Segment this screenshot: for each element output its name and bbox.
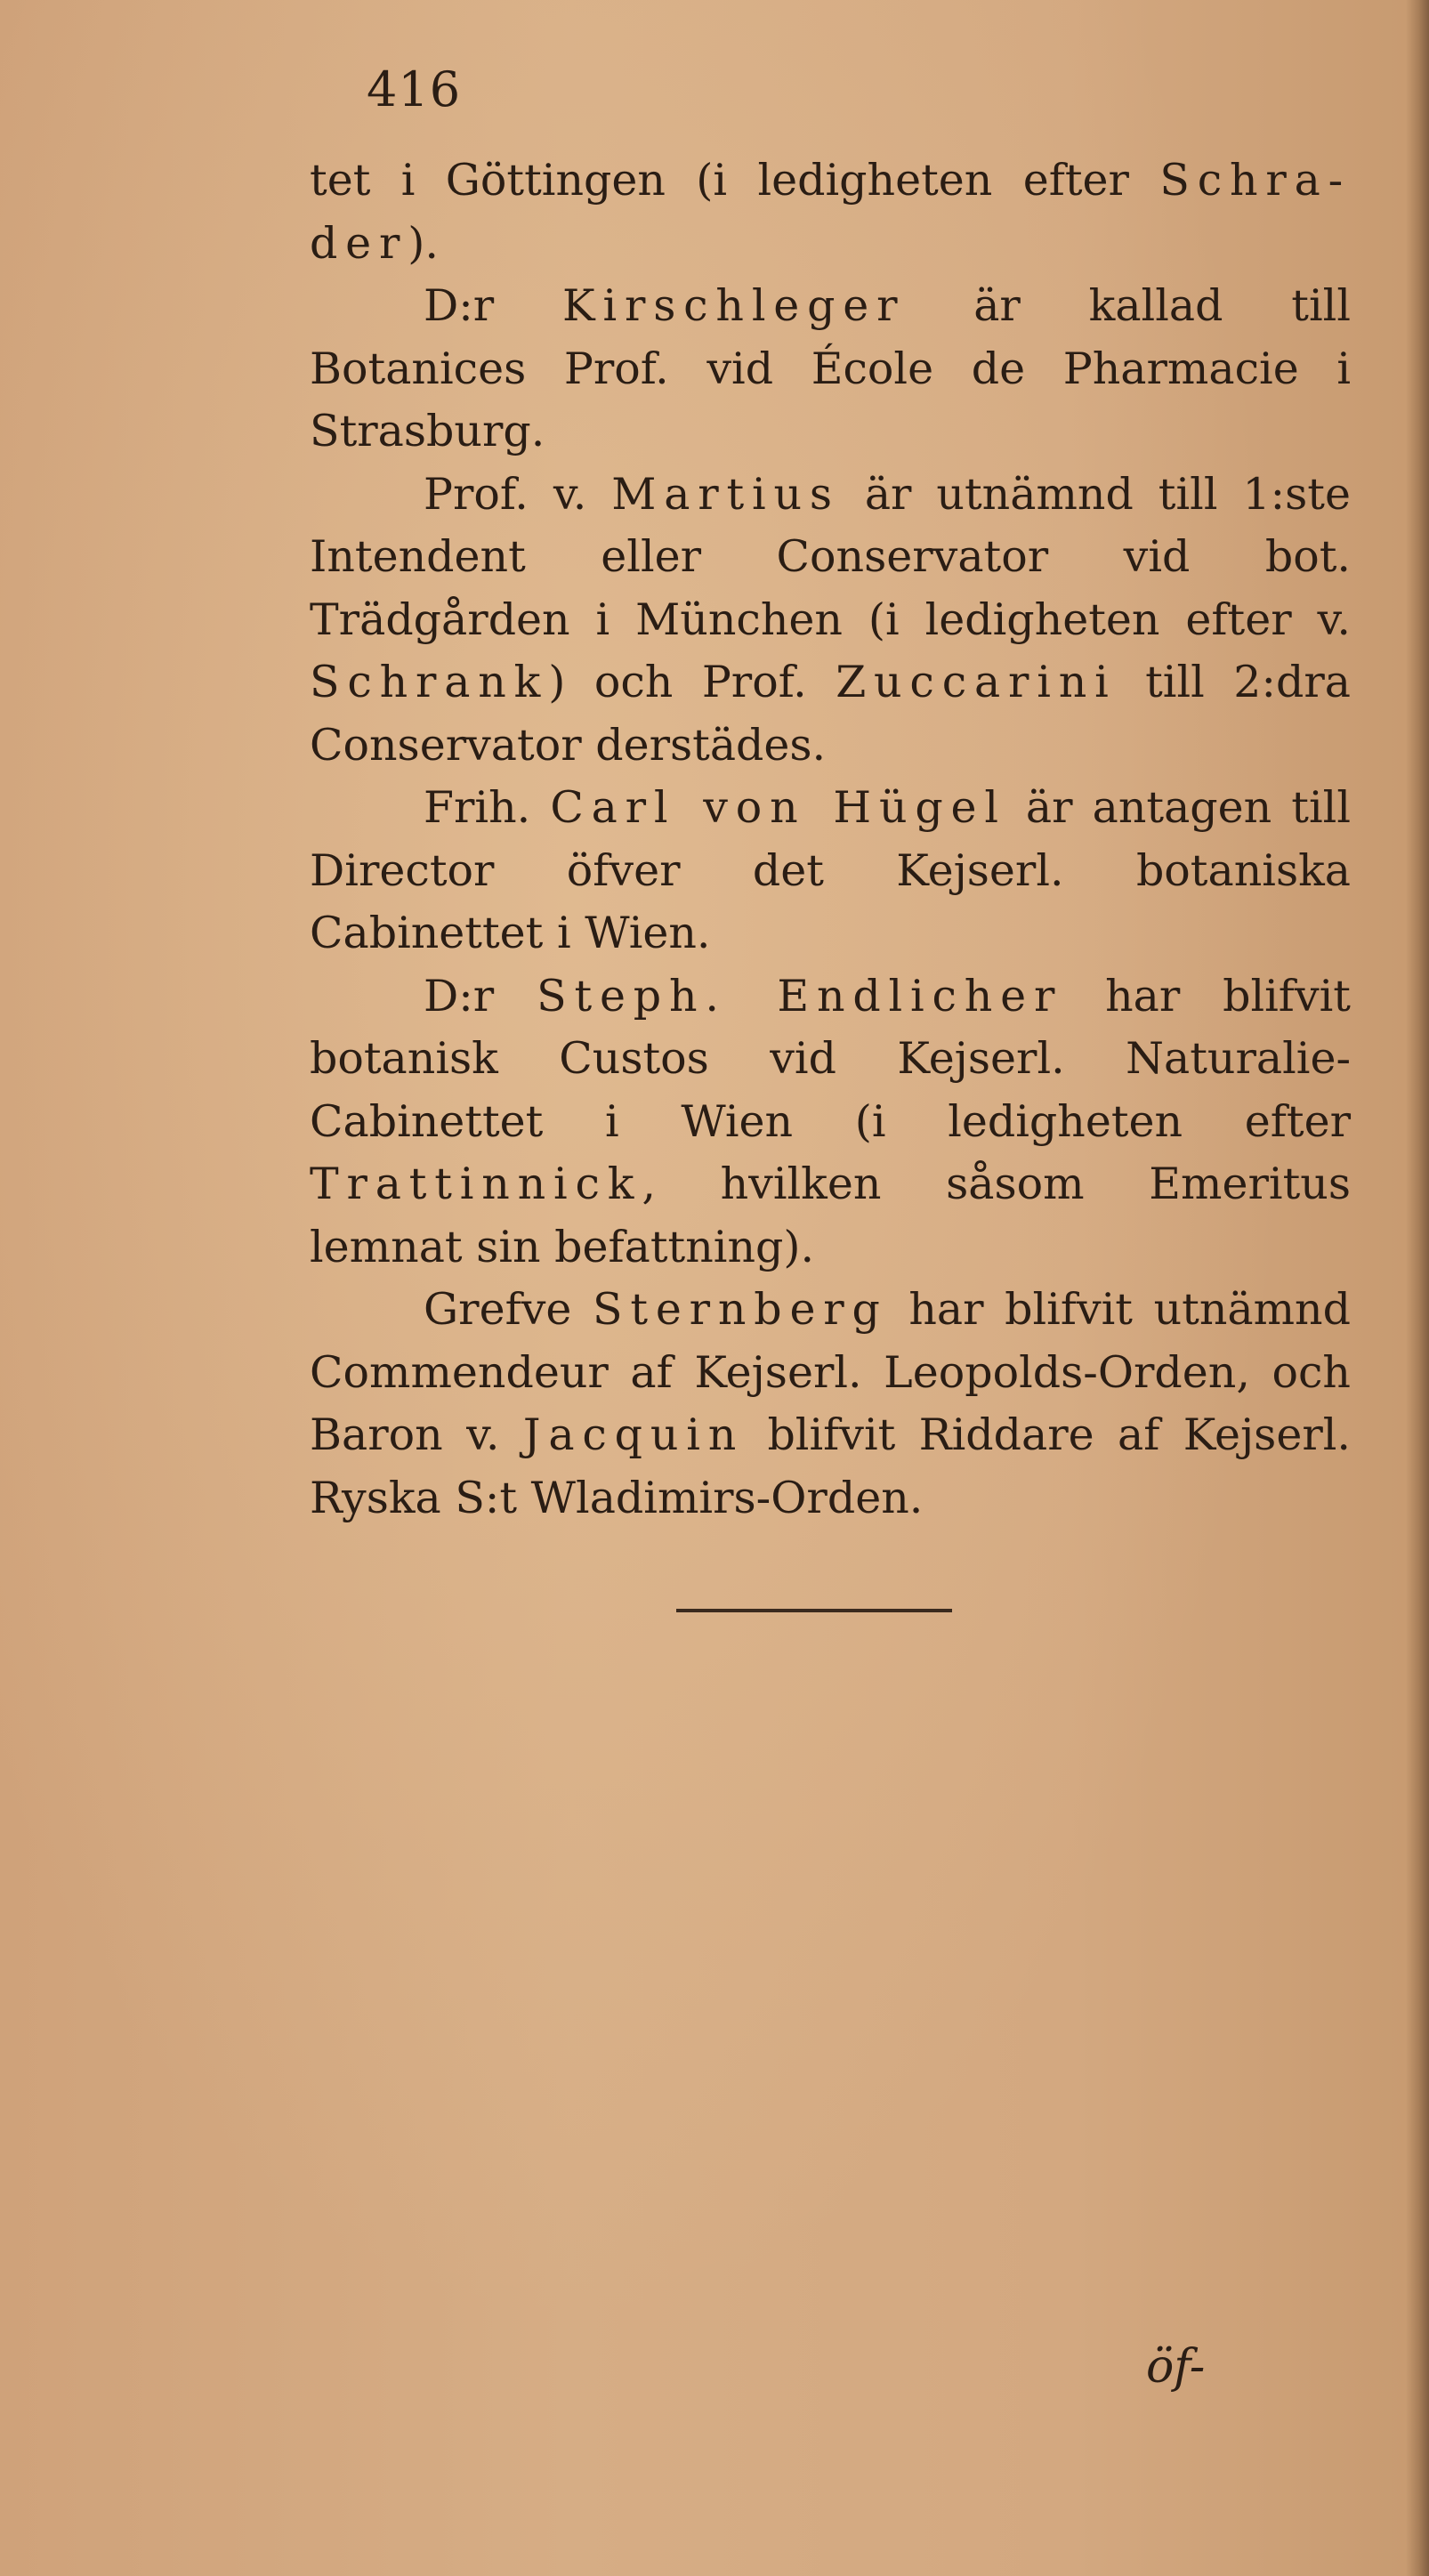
paragraph-goettingen: [310, 149, 1351, 275]
spaced-name: Trattinnick: [310, 1159, 642, 1209]
text-run: D:r: [424, 280, 563, 331]
paragraph-kirschleger: [310, 275, 1351, 464]
text-run: tet i Göttingen (i ledigheten efter: [310, 155, 1160, 206]
text-run: , hvilken såsom Emeritus lemnat sin befattning).: [310, 1159, 1351, 1272]
spaced-name: Schrank: [310, 657, 549, 707]
text-run: är utnämnd till 1:ste Intendent eller Conservator vid bot. Trädgården i München (i ledigheten efter v.: [310, 468, 1351, 645]
spaced-name: Steph. Endlicher: [537, 970, 1063, 1022]
paragraph-sternberg: [310, 1279, 1351, 1530]
spaced-name: Carl von Hügel: [550, 782, 1006, 833]
text-run: Prof. v.: [424, 468, 612, 520]
spaced-name: Jacquin: [522, 1409, 745, 1460]
spaced-name: Kirschleger: [562, 280, 906, 331]
text-run: Frih.: [424, 782, 551, 833]
text-run: ).: [408, 217, 439, 269]
paragraph-endlicher: [310, 965, 1351, 1280]
text-run: har blifvit botanisk Custos vid Kejserl. Naturalie-Cabinettet i Wien (i ledigheten efter: [310, 970, 1351, 1147]
text-run: har blifvit utnämnd Commendeur af Kejserl. Leopolds-Orden, och Baron v.: [310, 1284, 1351, 1460]
text-run: Grefve: [424, 1284, 593, 1335]
text-run: är kallad till Botanices Prof. vid École de Pharmacie i Strasburg.: [310, 280, 1351, 456]
text-run: ) och Prof.: [548, 657, 836, 707]
spaced-name: Zuccarini: [836, 657, 1117, 707]
page-edge-shadow: [1406, 0, 1429, 2576]
paragraph-martius: [310, 464, 1351, 778]
text-run: blifvit Riddare af Kejserl. Ryska S:t Wladimirs-Orden.: [310, 1409, 1351, 1523]
spaced-name: Schra-der: [310, 155, 1351, 269]
paragraph-huegel: [310, 777, 1351, 965]
page-number: 416: [367, 61, 462, 117]
spaced-name: Martius: [611, 468, 840, 520]
body-text: [310, 149, 1351, 1530]
spaced-name: Sternberg: [592, 1284, 888, 1335]
text-run: D:r: [424, 970, 537, 1022]
section-divider-rule: [676, 1609, 952, 1612]
catchword: öf-: [1146, 2340, 1206, 2394]
text-run: är antagen till Director öfver det Kejserl. botaniska Cabinettet i Wien.: [310, 782, 1352, 958]
text-run: till 2:dra Conservator derstädes.: [310, 657, 1351, 771]
